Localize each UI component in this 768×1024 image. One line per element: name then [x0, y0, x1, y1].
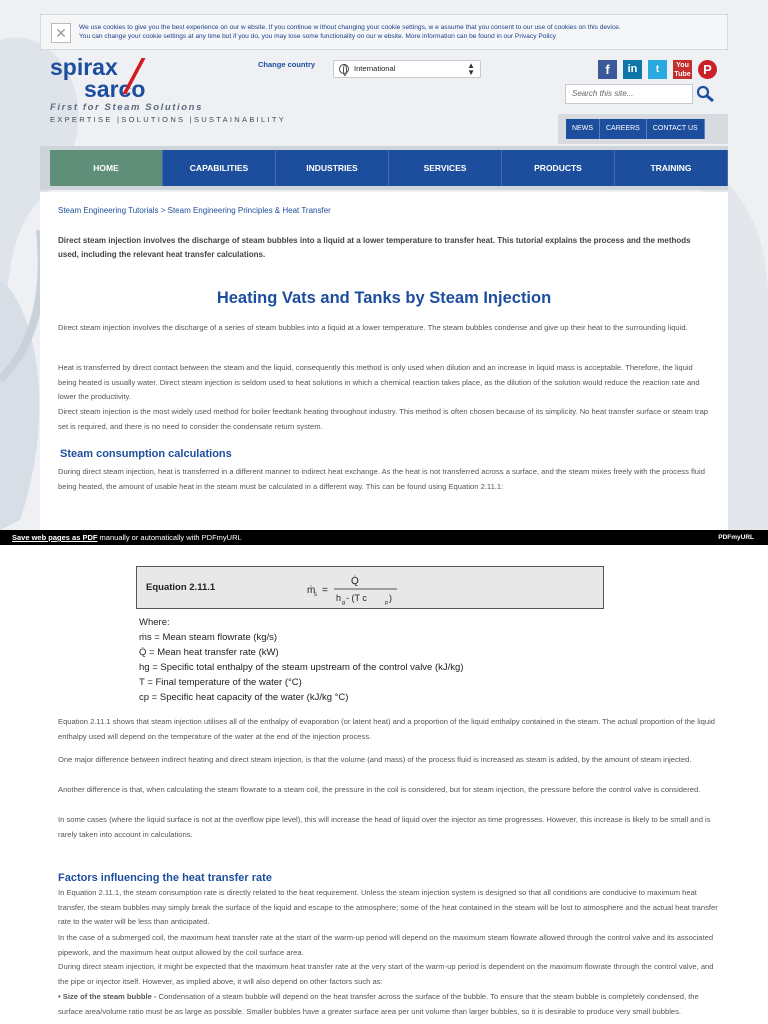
- paragraph-4: During direct steam injection, heat is transferred in a different manner to indirect heat exchange. As the heat is not transferred across a surface, and the steam mixes freely with the process fluid being heated, the amount of usable heat in the steam must be calculated in a different way. This can be found using Equation 2.11.1:: [58, 467, 705, 491]
- cookie-banner: [40, 14, 728, 50]
- cookie-line-2: You can change your cookie settings at any time but if you do, you may lose some functionality on our w ebsite. More information can be found in our Privacy Policy: [79, 33, 556, 40]
- equation-denominator-rest: - (T c: [346, 593, 367, 603]
- close-icon[interactable]: ✕: [51, 23, 71, 43]
- legend-item: T = Final temperature of the water (°C): [139, 677, 302, 688]
- cookie-line-1: We use cookies to give you the best experience on our w ebsite. If you continue w ithout changing your cookie settings, w e assume that you consent to our use of cookies on this device.: [79, 24, 621, 31]
- nav-industries[interactable]: INDUSTRIES: [276, 150, 389, 186]
- utility-nav: [558, 114, 728, 144]
- paragraph-5: Equation 2.11.1 shows that steam injection utilises all of the enthalpy of evaporation (or latent heat) and a proportion of the liquid enthalpy contained in the steam. The actual proportion of the liquid enthalpy used will depend on the temperature of the water at the end of the injection process.: [58, 717, 715, 741]
- pdf-bar-text: manually or automatically with PDFmyURL: [97, 533, 242, 542]
- logo-text-sarco: sarco: [84, 76, 146, 102]
- change-country-label: Change country: [258, 60, 316, 69]
- search-icon[interactable]: [694, 84, 716, 104]
- tagline: First for Steam Solutions: [50, 102, 203, 113]
- legend-item: cp = Specific heat capacity of the water (kJ/kg °C): [139, 692, 349, 703]
- cookie-text: [79, 23, 719, 41]
- country-select[interactable]: [333, 60, 481, 78]
- utility-nav-news[interactable]: NEWS: [566, 119, 600, 139]
- bullet-size-of-steam-bubble: [58, 990, 718, 1019]
- pdfmyurl-logo[interactable]: PDFmyURL: [718, 534, 754, 541]
- equation-lhs-sub: s: [314, 592, 317, 598]
- globe-icon: [339, 64, 349, 74]
- paragraph-7: Another difference is that, when calculating the steam flowrate to a steam coil, the pressure in the coil is considered, but for steam injection, the pressure before the control valve is considered.: [58, 785, 701, 794]
- save-as-pdf-link[interactable]: Save web pages as PDF: [12, 533, 98, 542]
- utility-nav-careers[interactable]: CAREERS: [600, 119, 647, 139]
- nav-services[interactable]: SERVICES: [389, 150, 502, 186]
- search-input[interactable]: Search this site...: [565, 84, 693, 104]
- pinterest-icon[interactable]: P: [698, 60, 717, 79]
- equation-label: Equation 2.11.1: [146, 582, 216, 593]
- equation-formula: [307, 569, 407, 607]
- intro-text: Direct steam injection involves the discharge of steam bubbles into a liquid at a lower temperature to transfer heat. This tutorial explains the process and the methods used, including the relevant heat transfer calculations.: [58, 236, 691, 259]
- equation-legend: [139, 615, 463, 705]
- linkedin-icon[interactable]: in: [623, 60, 642, 79]
- paragraph-6: One major difference between indirect heating and direct steam injection, is that the volume (and mass) of the process fluid is increased as steam is added, by the amount of steam injected.: [58, 755, 692, 764]
- chevron-up-down-icon: ▲ ▼: [467, 61, 475, 77]
- logo-text-spirax: spirax: [50, 54, 118, 80]
- paragraph-11: During direct steam injection, it might be expected that the maximum heat transfer rate at the very start of the warm-up period is dependent on the maximum flowrate through the control valve, and the pipe or injector itself. However, as implied above, it will also depend on other factors such as:: [58, 962, 714, 986]
- paragraph-9: In Equation 2.11.1, the steam consumption rate is directly related to the heat requirement. Unless the steam injection system is designed so that all conditions are conducive to maximum heat transfer, the steam bubbles may simply break the surface of the liquid and escape to the atmosphere; some of the heat contained in the steam will be lost to atmosphere and the actual heat transfer rate to the water will be less than anticipated.: [58, 888, 718, 927]
- equation-denominator-h: h: [336, 593, 342, 603]
- spirax-sarco-logo[interactable]: [50, 56, 145, 100]
- utility-nav-contact-us[interactable]: CONTACT US: [647, 119, 705, 139]
- bullet-label: • Size of the steam bubble -: [58, 992, 159, 1001]
- equation-denominator-sub2: p: [385, 600, 389, 606]
- country-select-value: International: [354, 64, 396, 73]
- page-title: Heating Vats and Tanks by Steam Injection: [216, 289, 552, 307]
- legend-item: Q̇ = Mean heat transfer rate (kW): [139, 647, 279, 658]
- equation-numerator: Q̇: [351, 576, 359, 587]
- paragraph-2: Heat is transferred by direct contact between the steam and the liquid, consequently this method is only used when dilution and an increase in liquid mass is acceptable. Therefore, the liquid being heated is usually water. Direct steam injection is seldom used to heat solutions in which a chemical reaction takes place, as the dilution of the solution would reduce the reaction rate and lower the productivity.: [58, 363, 700, 401]
- equation-close-paren: ): [389, 593, 392, 603]
- equation-lhs: ṁ: [307, 585, 316, 596]
- legend-item: hg = Specific total enthalpy of the steam upstream of the control valve (kJ/kg): [139, 662, 464, 673]
- paragraph-3: Direct steam injection is the most widely used method for boiler feedtank heating throughout industry. This method is often chosen because of its simplicity. No heat transfer surface or steam trap set is required, and there is no need to consider the condensate return system.: [58, 407, 709, 431]
- breadcrumb[interactable]: Steam Engineering Tutorials > Steam Engineering Principles & Heat Transfer: [58, 206, 331, 215]
- nav-training[interactable]: TRAINING: [615, 150, 728, 186]
- pillars-text: EXPERTISE |SOLUTIONS |SUSTAINABILITY: [50, 115, 287, 124]
- nav-home[interactable]: HOME: [50, 150, 163, 186]
- svg-text:=: =: [322, 585, 328, 596]
- legend-item: ṁs = Mean steam flowrate (kg/s): [139, 632, 278, 643]
- pdf-footer-bar: [0, 530, 768, 545]
- paragraph-1: Direct steam injection involves the discharge of a series of steam bubbles into a liquid at a lower temperature. The steam bubbles condense and give up their heat to the surrounding liquid.: [58, 323, 688, 332]
- section-heading-factors: Factors influencing the heat transfer rate: [58, 872, 272, 884]
- youtube-icon[interactable]: You Tube: [674, 62, 691, 78]
- equation-box: [136, 566, 604, 609]
- facebook-icon[interactable]: f: [598, 60, 617, 79]
- main-nav: [40, 146, 728, 190]
- main-content: [40, 192, 728, 530]
- where-title: Where:: [139, 617, 170, 628]
- paragraph-10: In the case of a submerged coil, the maximum heat transfer rate at the start of the warm-up period will depend on the maximum steam flowrate allowed through the control valve and its associated pipework, and the maximum heat output allowed by the coil surface area.: [58, 933, 714, 957]
- bullet-text: Condensation of a steam bubble will depend on the heat transfer across the surface of the bubble. To ensure that the steam bubble is completely condensed, the surface area/volume ratio must be as large as possible. Smaller bubbles have a greater surface area per unit volume than larger bubbles, so it is desirable to produce very small bubbles.: [58, 992, 699, 1016]
- nav-products[interactable]: PRODUCTS: [502, 150, 615, 186]
- nav-capabilities[interactable]: CAPABILITIES: [163, 150, 276, 186]
- equation-denominator-sub: g: [342, 600, 346, 606]
- twitter-icon[interactable]: t: [648, 60, 667, 79]
- section-heading-steam-consumption: Steam consumption calculations: [60, 448, 232, 460]
- paragraph-8: In some cases (where the liquid surface is not at the overflow pipe level), this will increase the head of liquid over the injector as time progresses. However, this increase is likely to be small and is rarely taken into account in calculations.: [58, 815, 711, 839]
